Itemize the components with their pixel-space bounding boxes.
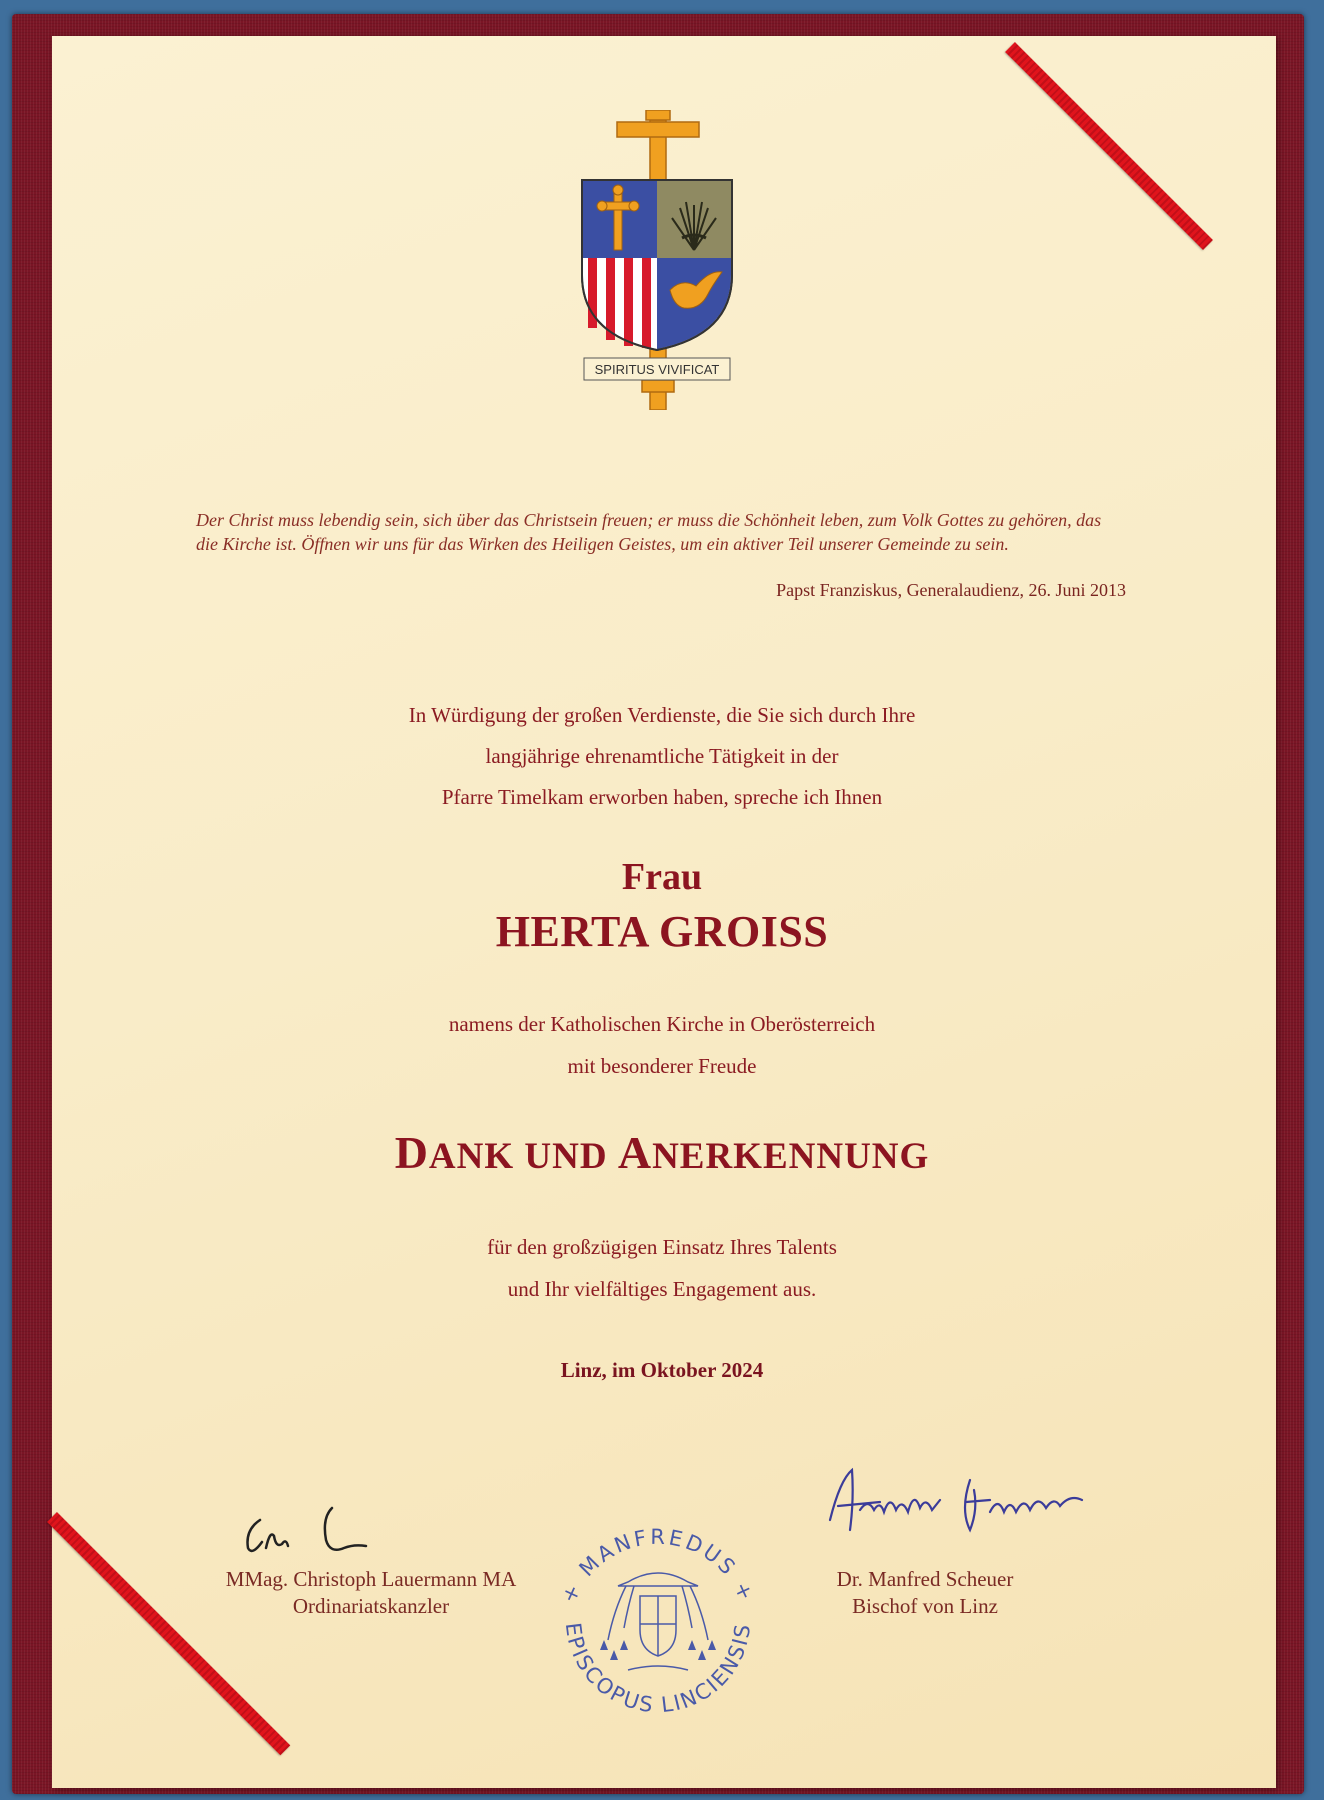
- signatory-left: [186, 1566, 556, 1620]
- middle-line-2: mit besonderer Freude: [567, 1054, 757, 1078]
- signature-lauermann: [230, 1490, 380, 1570]
- intro-line-3: Pfarre Timelkam erworben haben, spreche ich Ihnen: [441, 785, 883, 809]
- signature-scheuer: [820, 1450, 1100, 1560]
- headline-und: UND: [524, 1136, 618, 1177]
- recipient-salutation: Frau: [621, 856, 703, 898]
- closing-line-2: und Ihr vielfältiges Engagement aus.: [507, 1277, 817, 1301]
- seal-scroll-icon: [628, 1666, 688, 1670]
- intro-line-1: In Würdigung der großen Verdienste, die Sie sich durch Ihre: [408, 703, 916, 727]
- headline-ank: ANK: [428, 1136, 525, 1177]
- shield-icon: [582, 180, 732, 350]
- signatory-left-title: Ordinariatskanzler: [292, 1594, 450, 1618]
- closing-line-1: für den großzügigen Einsatz Ihres Talents: [487, 1235, 837, 1259]
- intro-line-2: langjährige ehrenamtliche Tätigkeit in der: [485, 744, 839, 768]
- episcopal-seal: [548, 1520, 768, 1730]
- headline-d: D: [394, 1127, 429, 1178]
- headline-nerkennung: NERKENNUNG: [652, 1136, 930, 1177]
- seal-top-text: + MANFREDUS +: [556, 1524, 760, 1607]
- pope-quote: Der Christ muss lebendig sein, sich über das Christsein freuen; er muss die Schönheit leben, zum Volk Gottes zu gehören, das die Kirche ist. Öffnen wir uns für das Wirken des Heiligen Geistes, um ein aktiver Teil unserer Gemeinde zu sein.: [196, 510, 1102, 554]
- headline-a: A: [617, 1127, 653, 1178]
- award-headline: [0, 1126, 1324, 1179]
- signatory-right: [760, 1566, 1090, 1620]
- seal-bottom-text: EPISCOPUS LINCIENSIS: [560, 1621, 756, 1718]
- place-date: Linz, im Oktober 2024: [560, 1358, 764, 1382]
- signatory-right-name: Dr. Manfred Scheuer: [836, 1567, 1014, 1591]
- coat-of-arms: [572, 110, 742, 410]
- signatory-right-title: Bischof von Linz: [852, 1594, 998, 1618]
- middle-line-1: namens der Katholischen Kirche in Oberösterreich: [448, 1012, 876, 1036]
- signatory-left-name: MMag. Christoph Lauermann MA: [225, 1567, 517, 1591]
- quote-source: Papst Franziskus, Generalaudienz, 26. Juni 2013: [776, 580, 1126, 600]
- crest-motto: SPIRITUS VIVIFICAT: [594, 362, 720, 377]
- recipient-name: HERTA GROISS: [495, 907, 829, 956]
- seal-shield-icon: [640, 1596, 676, 1656]
